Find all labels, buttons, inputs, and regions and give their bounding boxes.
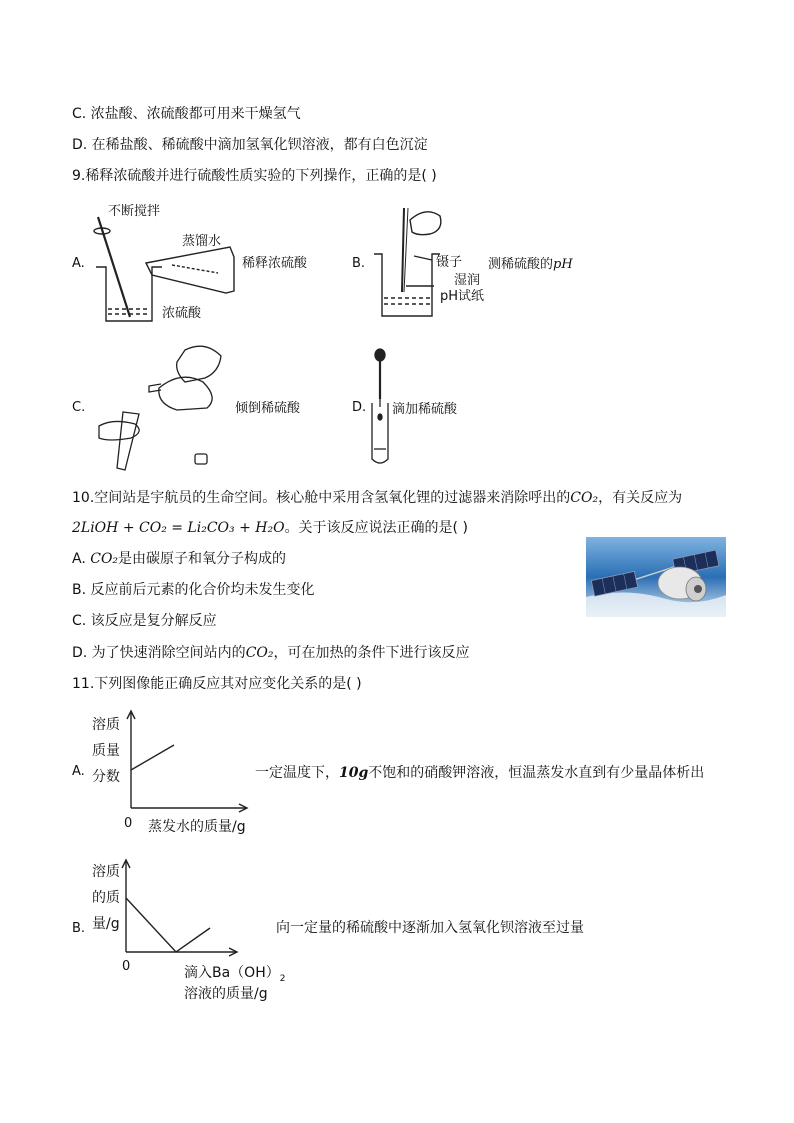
q10-option-b: B. 反应前后元素的化合价均未发生变化 (72, 582, 315, 598)
q11-a-ylabel-2: 质量 (92, 743, 120, 759)
q11-stem: 11.下列图像能正确反应其对应变化关系的是( ) (72, 676, 362, 692)
q9-option-b-figure (370, 200, 590, 330)
q9-option-a-letter: A. (72, 256, 85, 271)
q9-option-c-letter: C. (72, 400, 86, 415)
q11-b-ylabel-2: 的质 (92, 890, 120, 906)
q10-stem (72, 488, 682, 508)
q10-d-co2: CO₂ (245, 645, 274, 661)
q9-option-d-letter: D. (352, 400, 367, 415)
q11-a-desc-pre: 一定温度下， (255, 765, 339, 781)
q10-option-c: C. 该反应是复分解反应 (72, 613, 217, 629)
q9-c-caption: 倾倒稀硫酸 (235, 401, 301, 416)
q10-a-text: 是由碳原子和氧分子构成的 (118, 551, 287, 567)
q9-d-caption: 滴加稀硫酸 (392, 402, 458, 417)
q11-a-desc-post: 不饱和的硝酸钾溶液，恒温蒸发水直到有少量晶体析出 (368, 765, 705, 781)
q11-option-a-graph (90, 705, 260, 840)
space-station-photo (586, 537, 726, 617)
q11-option-a-letter: A. (72, 764, 85, 779)
q11-a-ylabel-3: 分数 (92, 769, 120, 785)
q9-option-d-figure (368, 345, 528, 470)
q9-stem: 9.稀释浓硫酸并进行硫酸性质实验的下列操作，正确的是( ) (72, 168, 437, 184)
q9-option-c-figure (95, 342, 315, 472)
q10-a-co2: CO₂ (90, 551, 119, 567)
q9-b-wet-label: 湿润 (454, 273, 481, 288)
q9-a-stir-label: 不断搅拌 (108, 204, 161, 219)
q11-b-ylabel-1: 溶质 (92, 864, 120, 880)
q9-a-water-label: 蒸馏水 (182, 234, 222, 249)
q10-equation: 2LiOH + CO₂ = Li₂CO₃ + H₂O (72, 520, 285, 536)
q9-b-paper-label: pH试纸 (440, 289, 485, 304)
q11-a-description (255, 763, 704, 783)
q11-a-ylabel-1: 溶质 (92, 717, 120, 733)
q10-a-letter: A. (72, 551, 91, 567)
q9-b-tweezers-label: 镊子 (436, 255, 463, 270)
q10-option-a (72, 549, 286, 569)
q11-a-desc-num: 10g (339, 765, 369, 781)
q8-option-d: D. 在稀盐酸、稀硫酸中滴加氢氧化钡溶液，都有白色沉淀 (72, 137, 428, 153)
q11-option-b-letter: B. (72, 921, 86, 936)
q11-b-xlabel-2: 溶液的质量/g (184, 986, 268, 1002)
q10-equation-line (72, 518, 468, 538)
q11-b-series-line (126, 898, 210, 952)
q10-d-tail: ，可在加热的条件下进行该反应 (273, 645, 470, 661)
q9-b-caption: 测稀硫酸的pH (488, 257, 573, 272)
q11-b-ylabel-3: 量/g (92, 916, 120, 932)
q10-stem-tail: ，有关反应为 (598, 490, 683, 506)
q11-a-origin: 0 (124, 816, 133, 831)
q11-a-xlabel: 蒸发水的质量/g (148, 819, 246, 835)
q11-a-series-line (131, 745, 174, 770)
q9-option-a-figure (88, 195, 328, 330)
q11-b-xlabel-1: 滴入$Ba(OH)_2$ (184, 965, 286, 984)
q11-option-b-graph (90, 856, 290, 1006)
q11-b-description: 向一定量的稀硫酸中逐渐加入氢氧化钡溶液至过量 (276, 920, 584, 936)
q10-option-d (72, 643, 470, 663)
q8-option-c: C. 浓盐酸、浓硫酸都可用来干燥氢气 (72, 106, 301, 122)
q10-question: 。关于该反应说法正确的是( ) (284, 520, 468, 536)
q9-a-acid-label: 浓硫酸 (162, 306, 202, 321)
q9-a-caption: 稀释浓硫酸 (242, 256, 308, 271)
q11-b-origin: 0 (122, 959, 131, 974)
q9-option-b-letter: B. (352, 256, 366, 271)
q10-stem-co2: CO₂ (570, 490, 599, 506)
q10-d-text: D. 为了快速消除空间站内的 (72, 645, 246, 661)
q10-stem-text: 10.空间站是宇航员的生命空间。核心舱中采用含氢氧化锂的过滤器来消除呼出的 (72, 490, 571, 506)
